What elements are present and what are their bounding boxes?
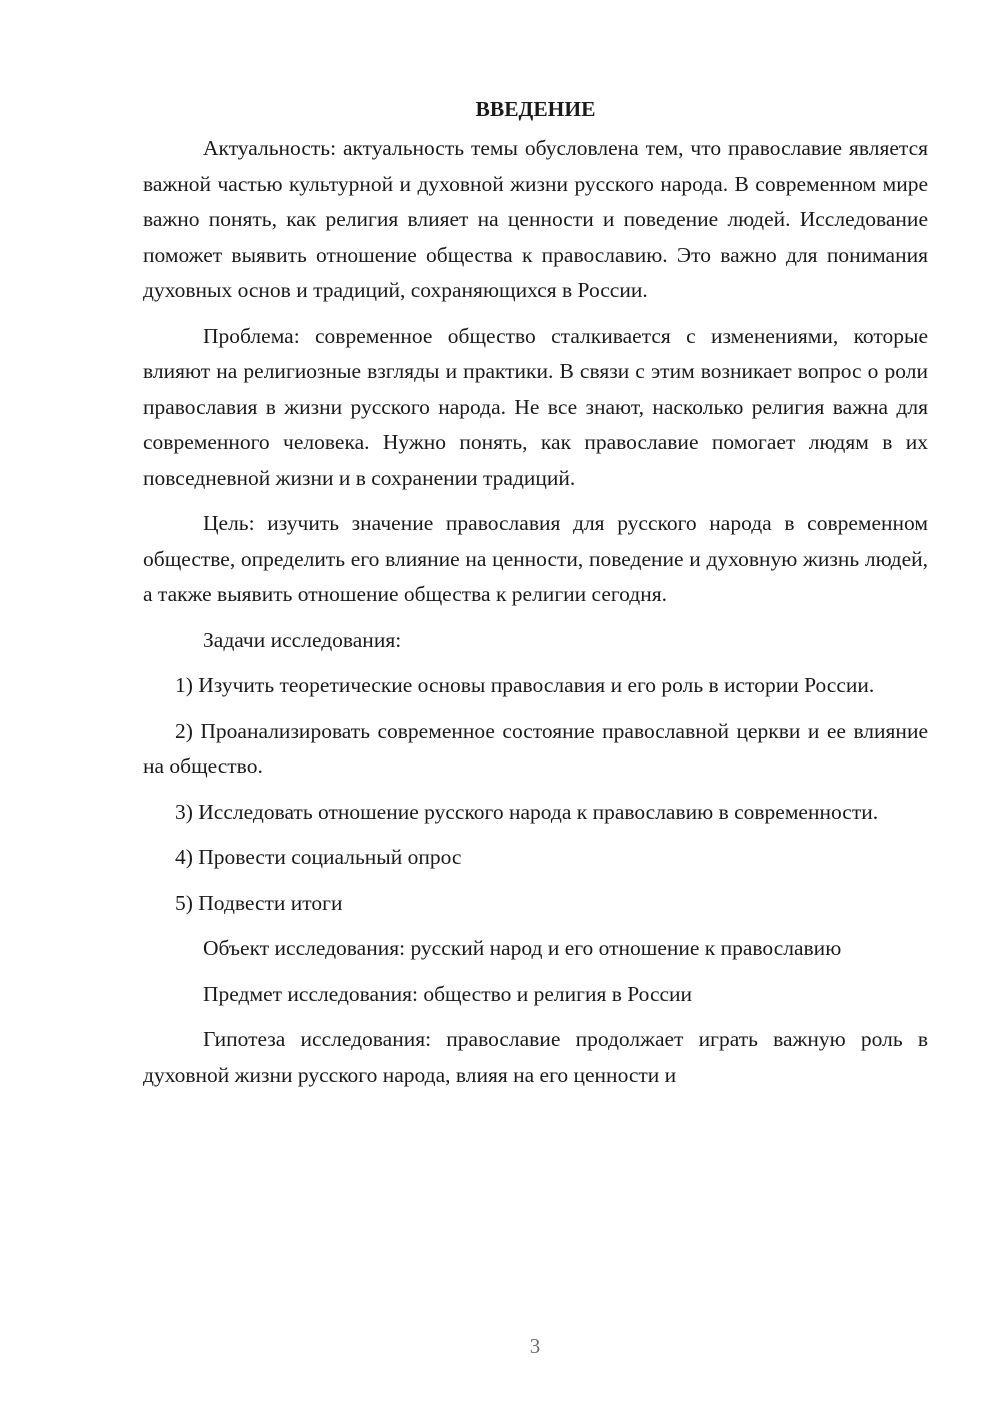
task-item-5: 5) Подвести итоги — [175, 890, 343, 915]
problem-paragraph: Проблема: современное общество сталкивается с изменениями, которые влияют на религиозные взгляды и практики. В связи с этим возникает вопрос о роли православия в жизни русского народа. Не все знают, насколько религия важна для современного человека. Нужно понять, как православие помогает людям в их повседневной жизни и в сохранении традиций. — [143, 323, 928, 490]
page-title: ВВЕДЕНИЕ — [475, 97, 596, 121]
task-item-1: 1) Изучить теоретические основы православия и его роль в истории России. — [175, 673, 875, 697]
task-item-4: 4) Провести социальный опрос — [175, 845, 462, 869]
relevance-paragraph: Актуальность: актуальность темы обусловлена тем, что православие является важной частью культурной и духовной жизни русского народа. В современном мире важно понять, как религия влияет на ценности и поведение людей. Исследование поможет выявить отношение общества к православию. Это важно для понимания духовных основ и традиций, сохраняющихся в России. — [143, 136, 928, 302]
subject-paragraph: Предмет исследования: общество и религия в России — [203, 981, 693, 1006]
document-page — [143, 92, 928, 1103]
goal-paragraph: Цель: изучить значение православия для русского народа в современном обществе, определить его влияние на ценности, поведение и духовную жизнь людей, а также выявить отношение общества к религии сегодня. — [143, 511, 928, 606]
task-item-2: 2) Проанализировать современное состояние православной церкви и ее влияние на общество. — [143, 718, 928, 778]
object-paragraph: Объект исследования: русский народ и его отношение к православию — [203, 936, 842, 960]
task-item-3: 3) Исследовать отношение русского народа к православию в современности. — [175, 799, 879, 824]
tasks-heading: Задачи исследования: — [203, 627, 402, 652]
hypothesis-paragraph: Гипотеза исследования: православие продолжает играть важную роль в духовной жизни русского народа, влияя на его ценности и — [143, 1027, 928, 1087]
page-number: 3 — [529, 1334, 541, 1358]
